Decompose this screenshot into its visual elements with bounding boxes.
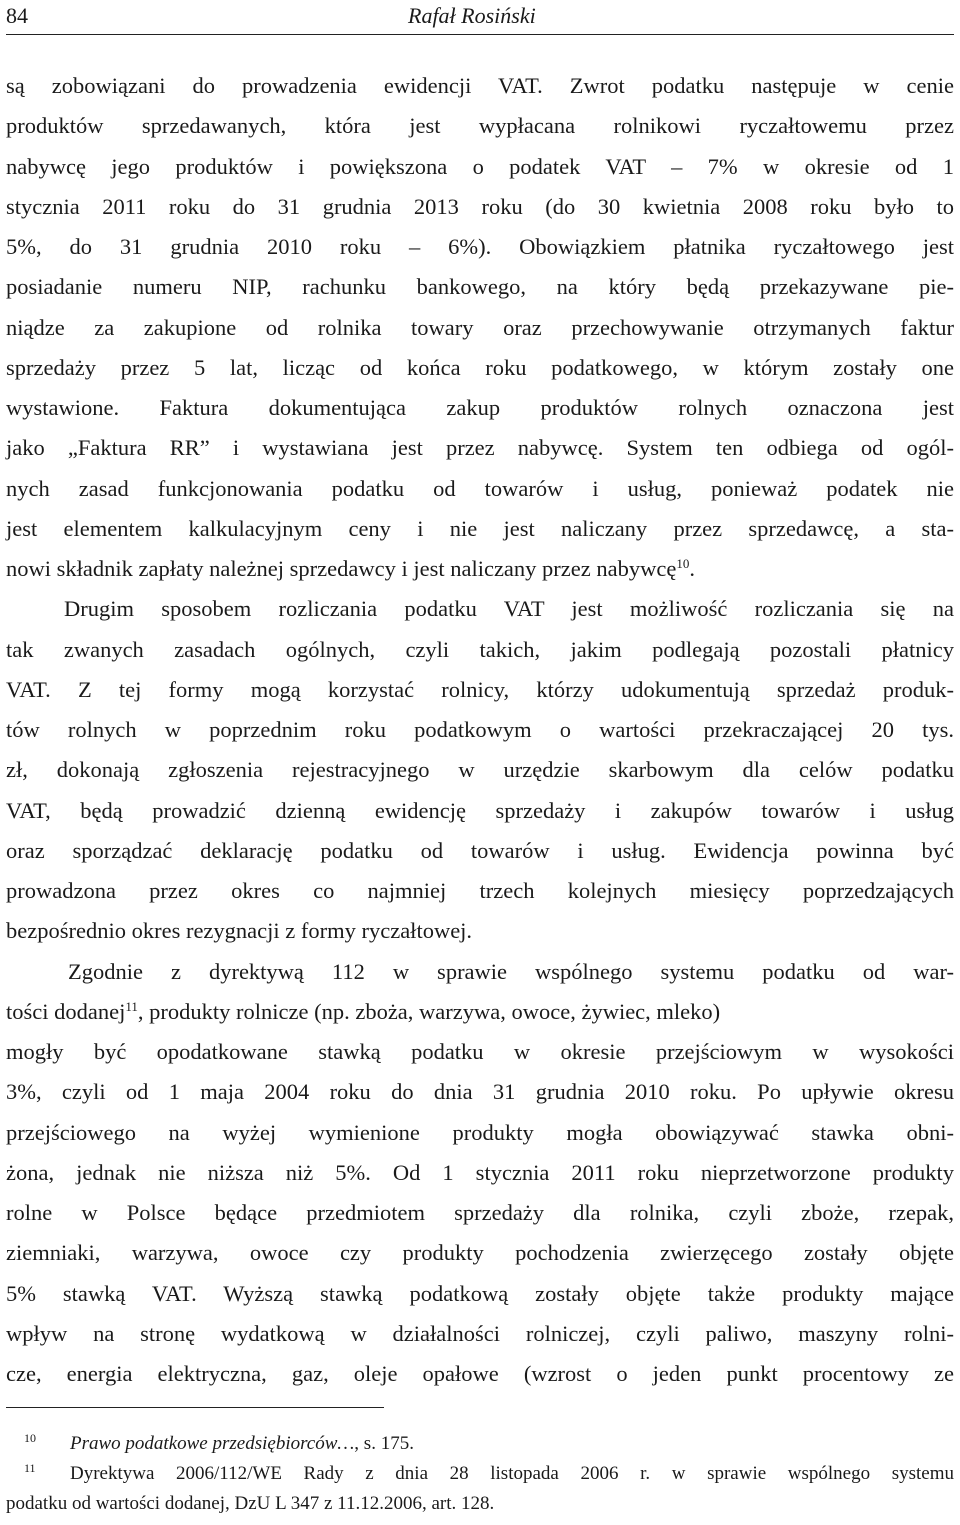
text-line: zł, dokonają zgłoszenia rejestracyjnego w urzędzie skarbowym dla celów podatku (6, 757, 954, 783)
text-segment: . (689, 556, 695, 581)
text-line: nabywcę jego produktów i powiększona o podatek VAT – 7% w okresie od 1 (6, 153, 954, 179)
text-line: posiadanie numeru NIP, rachunku bankowego, na który będą przekazywane pie- (6, 274, 954, 300)
text-line: VAT, będą prowadzić dzienną ewidencję sprzedaży i zakupów towarów i usług (6, 797, 954, 823)
text-line: są zobowiązani do prowadzenia ewidencji VAT. Zwrot podatku następuje w cenie (6, 73, 954, 98)
text-line: oraz sporządzać deklarację podatku od towarów i usług. Ewidencja powinna być (6, 837, 954, 863)
page-number: 84 (6, 3, 28, 28)
text-line: jako „Faktura RR” i wystawiana jest przez nabywcę. System ten odbiega od ogól- (6, 435, 954, 461)
text-line: produktów sprzedawanych, która jest wypłacana rolnikowi ryczałtowemu przez (6, 113, 954, 139)
text-line: VAT. Z tej formy mogą korzystać rolnicy, którzy udokumentują sprzedaż produk- (6, 676, 954, 702)
footnote-11: 11 Dyrektywa 2006/112/WE Rady z dnia 28 listopada 2006 r. w sprawie wspólnego systemu (24, 1461, 954, 1484)
text-line: stycznia 2011 roku do 31 grudnia 2013 roku (do 30 kwietnia 2008 roku było to (6, 193, 954, 219)
text-line: żona, jednak nie niższa niż 5%. Od 1 stycznia 2011 roku nieprzetworzone produkty (6, 1159, 954, 1185)
text-line (6, 549, 954, 589)
text-line: tak zwanych zasadach ogólnych, czyli takich, jakim podlegają pozostali płatnicy (6, 636, 954, 662)
footnote-text: , s. 175. (354, 1433, 414, 1454)
text-line: cze, energia elektryczna, gaz, oleje opałowe (wzrost o jeden punkt procentowy ze (6, 1361, 954, 1386)
footnotes (6, 1429, 954, 1519)
text-line: ziemniaki, warzywa, owoce czy produkty pochodzenia zwierzęcego zostały objęte (6, 1240, 954, 1266)
footnote-10: 10 Prawo podatkowe przedsiębiorców…, s. 175. (24, 1431, 414, 1454)
text-line: Zgodnie z dyrektywą 112 w sprawie wspólnego systemu podatku od war- (68, 958, 954, 984)
text-line: nych zasad funkcjonowania podatku od towarów i usług, ponieważ podatek nie (6, 475, 954, 501)
text-line: tów rolnych w poprzednim roku podatkowym o wartości przekraczającej 20 tys. (6, 717, 954, 742)
body-text (6, 66, 954, 1394)
text-line: bezpośrednio okres rezygnacji z formy ryczałtowej. (6, 918, 473, 944)
text-line: sprzedaży przez 5 lat, licząc od końca roku podatkowego, w którym zostały one (6, 354, 954, 380)
text-line: Drugim sposobem rozliczania podatku VAT jest możliwość rozliczania się na (64, 596, 954, 622)
text-segment: , produkty rolnicze (np. zboża, warzywa, owoce, żywiec, mleko) (137, 998, 721, 1024)
footnote-11-continued: podatku od wartości dodanej, DzU L 347 z 11.12.2006, art. 128. (6, 1493, 495, 1514)
footnote-ref-11[interactable]: 11 (125, 998, 138, 1014)
footnote-separator (6, 1407, 384, 1408)
text-line: wystawione. Faktura dokumentująca zakup produktów rolnych oznaczona jest (6, 395, 954, 420)
running-head-author: Rafał Rosiński (408, 3, 536, 28)
footnote-text: Dyrektywa 2006/112/WE Rady z dnia 28 listopada 2006 r. w sprawie wspólnego systemu (70, 1463, 954, 1484)
text-line: niądze za zakupione od rolnika towary oraz przechowywanie otrzymanych faktur (6, 314, 954, 340)
footnote-title: Prawo podatkowe przedsiębiorców… (70, 1433, 355, 1454)
page-header (6, 0, 954, 35)
text-line: prowadzona przez okres co najmniej trzech kolejnych miesięcy poprzedzających (6, 878, 954, 903)
text-line: mogły być opodatkowane stawką podatku w okresie przejściowym w wysokości (6, 1039, 954, 1064)
text-segment: tości dodanej (6, 998, 126, 1024)
text-segment: nowi składnik zapłaty należnej sprzedawcy i jest naliczany przez nabywcę (6, 556, 677, 581)
text-line: 5%, do 31 grudnia 2010 roku – 6%). Obowiązkiem płatnika ryczałtowego jest (6, 234, 954, 259)
text-line (6, 992, 954, 1032)
text-line: 3%, czyli od 1 maja 2004 roku do dnia 31 grudnia 2010 roku. Po upływie okresu (6, 1079, 954, 1105)
text-line: wpływ na stronę wydatkową w działalności rolniczej, czyli paliwo, maszyny rolni- (6, 1320, 954, 1346)
text-line: jest elementem kalkulacyjnym ceny i nie jest naliczany przez sprzedawcę, a sta- (6, 515, 954, 541)
text-line: przejściowego na wyżej wymienione produkty mogła obowiązywać stawka obni- (6, 1119, 954, 1145)
footnote-ref-10[interactable]: 10 (676, 556, 690, 571)
text-line: 5% stawką VAT. Wyższą stawką podatkową zostały objęte także produkty mające (6, 1280, 954, 1306)
text-line: rolne w Polsce będące przedmiotem sprzedaży dla rolnika, czyli zboże, rzepak, (6, 1200, 954, 1225)
